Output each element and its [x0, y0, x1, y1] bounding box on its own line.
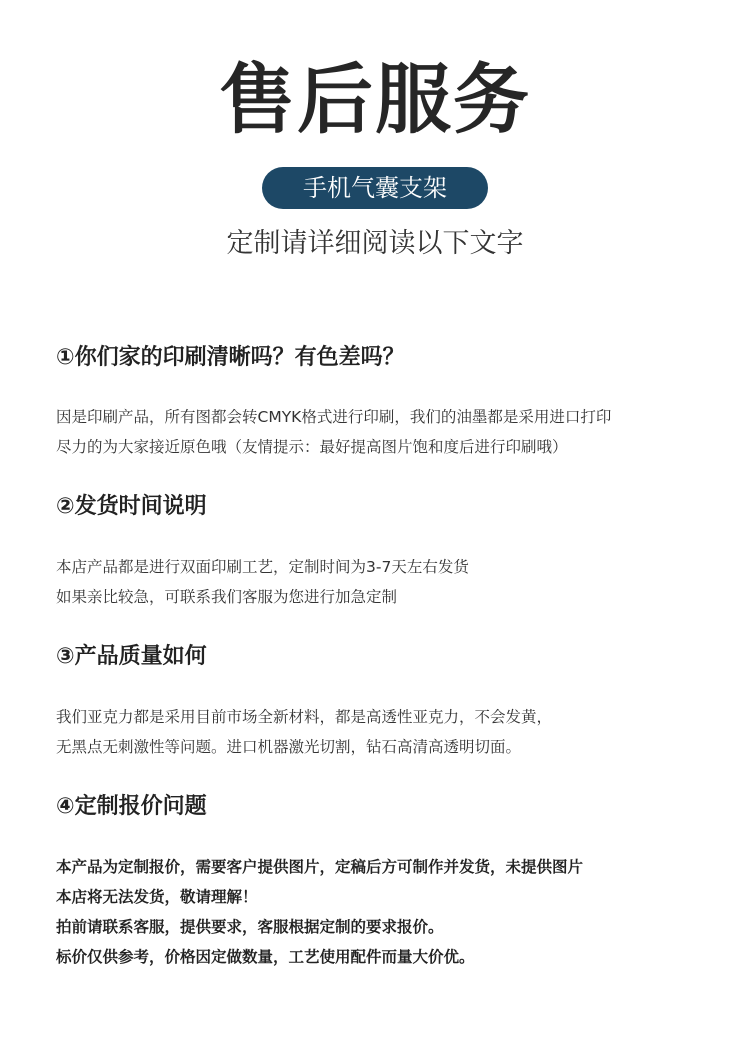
section-body: [56, 402, 736, 462]
body-line: 因是印刷产品，所有图都会转CMYK格式进行印刷，我们的油墨都是采用进口打印: [56, 408, 612, 426]
page-title: 售后服务: [219, 55, 531, 144]
page-subtitle: 定制请详细阅读以下文字: [226, 228, 524, 259]
body-line: 无黑点无刺激性等问题。进口机器激光切割，钻石高清高透明切面。: [56, 738, 522, 756]
body-line: 拍前请联系客服，提供要求，客服根据定制的要求报价。: [56, 918, 444, 936]
section-heading: ②发货时间说明: [56, 494, 207, 519]
section-heading: ①你们家的印刷清晰吗？有色差吗？: [56, 345, 405, 370]
section-body: [56, 702, 736, 762]
section-pricing: [56, 792, 736, 972]
body-line: 尽力的为大家接近原色哦（友情提示：最好提高图片饱和度后进行印刷哦）: [56, 438, 568, 456]
body-line: 标价仅供参考，价格因定做数量，工艺使用配件而量大价优。: [56, 948, 475, 966]
body-line: 本店产品都是进行双面印刷工艺，定制时间为3-7天左右发货: [56, 558, 469, 576]
section-body: [56, 552, 736, 612]
section-heading: ④定制报价问题: [56, 794, 207, 819]
section-product-quality: [56, 642, 736, 762]
section-print-quality: [56, 343, 736, 462]
section-body: [56, 852, 736, 972]
body-line: 我们亚克力都是采用目前市场全新材料，都是高透性亚克力，不会发黄，: [56, 708, 553, 726]
section-shipping-time: [56, 492, 736, 612]
product-badge: 手机气囊支架: [262, 167, 488, 209]
body-line: 本产品为定制报价，需要客户提供图片，定稿后方可制作并发货，未提供图片: [56, 858, 584, 876]
body-line: 如果亲比较急，可联系我们客服为您进行加急定制: [56, 588, 398, 606]
section-heading: ③产品质量如何: [56, 644, 207, 669]
body-line: 本店将无法发货，敬请理解！: [56, 888, 258, 906]
